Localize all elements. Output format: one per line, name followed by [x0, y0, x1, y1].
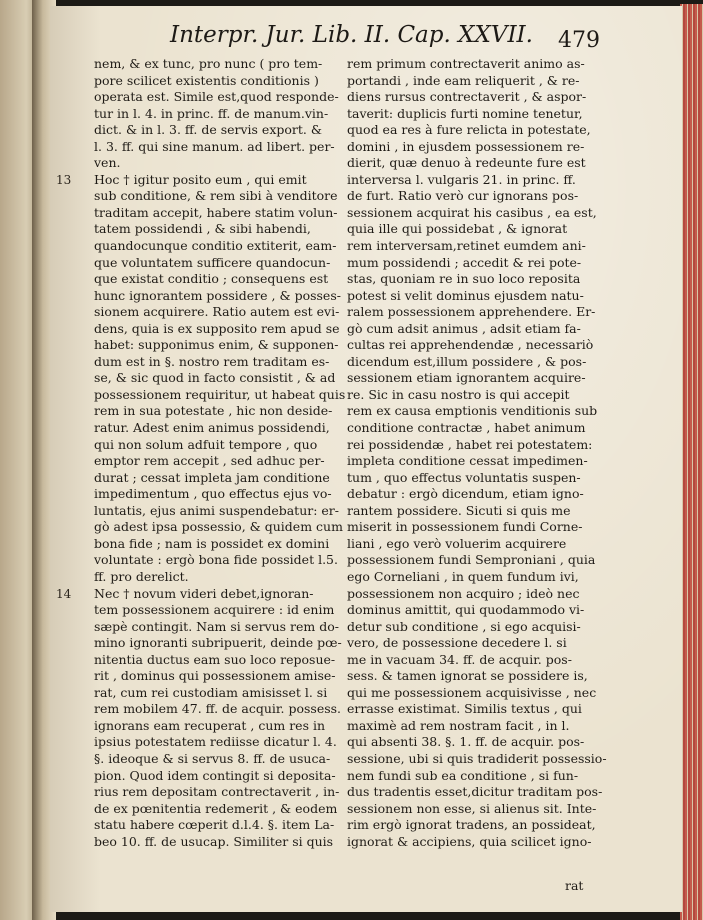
line-text: sub conditione, & rem sibi à venditore: [94, 188, 338, 204]
text-line: [94, 784, 352, 801]
text-line: miserit in possessionem fundi Corne-: [347, 519, 583, 535]
line-text: que voluntatem sufficere quandocun-: [94, 254, 331, 270]
text-line: [94, 734, 352, 751]
text-line: sess. & tamen ignorat se possidere is,: [347, 668, 588, 684]
text-line: sessionem non esse, si alienus sit. Inte-: [347, 800, 597, 816]
line-text: durat ; cessat impleta jam conditione: [94, 469, 330, 485]
text-line: cultas rei apprehendendæ , necessariò: [347, 337, 594, 353]
text-line: maximè ad rem nostram facit , in l.: [347, 717, 570, 733]
line-text: nem, & ex tunc, pro nunc ( pro tem-: [94, 56, 323, 71]
text-line: [94, 834, 352, 851]
line-text: ipsius potestatem rediisse dicatur l. 4.: [94, 734, 337, 750]
text-line: [56, 585, 352, 603]
text-line: tum , quo effectus voluntatis suspen-: [347, 469, 581, 485]
text-line: [94, 486, 352, 503]
text-line: [94, 470, 352, 487]
text-line: [94, 288, 352, 305]
text-line: domini , in ejusdem possessionem re-: [347, 138, 585, 154]
text-line: [94, 619, 352, 636]
text-line: [94, 718, 352, 735]
text-line: [94, 337, 352, 354]
text-line: mum possidendi ; accedit & rei pote-: [347, 254, 582, 270]
line-text: rat, cum rei custodiam amisisset l. si: [94, 684, 328, 700]
line-text: rem in sua potestate , hic non deside-: [94, 403, 333, 419]
text-line: [94, 321, 352, 338]
line-text: ratur. Adest enim animus possidendi,: [94, 420, 330, 436]
line-text: luntatis, ejus animi suspendebatur: er-: [94, 502, 340, 518]
text-line: [94, 73, 352, 90]
text-line: possessionem non acquiro ; ideò nec: [347, 585, 580, 601]
line-text: rit , dominus qui possessionem amise-: [94, 668, 336, 684]
text-line: [94, 255, 352, 272]
line-text: emptor rem accepit , sed adhuc per-: [94, 453, 325, 469]
line-text: operata est. Simile est,quod responde-: [94, 89, 339, 105]
line-text: pore scilicet existentis conditionis ): [94, 72, 319, 88]
text-line: [94, 221, 352, 238]
running-head: Interpr. Jur. Lib. II. Cap. XXVII.: [170, 22, 533, 48]
text-line: [94, 635, 352, 652]
text-line: dierit, quæ denuo à redeunte fure est: [347, 155, 586, 171]
text-line: rem interversam,retinet eumdem ani-: [347, 238, 586, 254]
text-line: interversa l. vulgaris 21. in princ. ff.: [347, 171, 576, 187]
text-line: potest si velit dominus ejusdem natu-: [347, 287, 584, 303]
line-text: pion. Quod idem contingit si deposita-: [94, 767, 336, 783]
text-line: [94, 139, 352, 156]
text-line: [94, 370, 352, 387]
text-line: [94, 668, 352, 685]
text-line: [94, 602, 352, 619]
line-text: tatem possidendi , & sibi habendi,: [94, 221, 311, 237]
paragraph-number: 13: [56, 172, 72, 187]
text-line: rantem possidere. Sicuti si quis me: [347, 502, 571, 518]
text-line: stas, quoniam re in suo loco reposita: [347, 271, 581, 287]
line-text: hunc ignorantem possidere , & posses-: [94, 287, 341, 303]
text-line: sessione, ubi si quis tradiderit possessio-: [347, 750, 607, 766]
line-text: rius rem depositam contrectaverit , in-: [94, 784, 340, 800]
text-line: dicendum est,illum possidere , & pos-: [347, 353, 587, 369]
text-line: [94, 817, 352, 834]
text-line: vero, de possessione decedere l. si: [347, 635, 567, 651]
text-line: gò cum adsit animus , adsit etiam fa-: [347, 320, 581, 336]
text-line: diens rursus contrectaverit , & aspor-: [347, 89, 587, 105]
line-text: quandocunque conditio extiterit, eam-: [94, 238, 337, 254]
line-text: nitentia ductus eam suo loco reposue-: [94, 651, 336, 667]
text-line: conditione contractæ , habet animum: [347, 420, 586, 436]
text-line: [94, 453, 352, 470]
right-text-column: [347, 56, 605, 850]
text-line: [94, 89, 352, 106]
line-text: possessionem requiritur, ut habeat quis: [94, 386, 346, 402]
catchword: rat: [565, 878, 584, 893]
text-line: impleta conditione cessat impedimen-: [347, 453, 588, 469]
line-text: dict. & in l. 3. ff. de servis export. &: [94, 122, 322, 138]
line-text: beo 10. ff. de usucap. Similiter si quis: [94, 833, 334, 849]
line-text: bona fide ; nam is possidet ex domini: [94, 535, 330, 551]
red-page-edges: [680, 4, 703, 920]
text-line: [56, 171, 352, 189]
text-line: ego Corneliani , in quem fundum ivi,: [347, 568, 579, 584]
text-line: [94, 751, 352, 768]
line-text: Hoc † igitur posito eum , qui emit: [94, 171, 307, 187]
text-line: [94, 271, 352, 288]
text-line: sessionem acquirat his casibus , ea est,: [347, 204, 597, 220]
line-text: tem possessionem acquirere : id enim: [94, 602, 335, 618]
line-text: gò adest ipsa possessio, & quidem cum: [94, 519, 343, 535]
text-line: [94, 387, 352, 404]
text-line: [94, 304, 352, 321]
text-line: rem ex causa emptionis venditionis sub: [347, 403, 598, 419]
text-line: quod ea res à fure relicta in potestate,: [347, 122, 591, 138]
text-line: [94, 205, 352, 222]
line-text: tur in l. 4. in princ. ff. de manum.vin-: [94, 105, 329, 121]
text-line: [94, 437, 352, 454]
text-line: possessionem fundi Semproniani , quia: [347, 552, 596, 568]
text-line: [94, 685, 352, 702]
text-line: [94, 155, 352, 172]
text-line: errasse existimat. Similis textus , qui: [347, 701, 582, 717]
line-text: se, & sic quod in facto consistit , & ad: [94, 370, 336, 386]
line-text: sæpè contingit. Nam si servus rem do-: [94, 618, 339, 634]
text-line: [94, 801, 352, 818]
line-text: rem mobilem 47. ff. de acquir. possess.: [94, 701, 342, 717]
paragraph-number: 14: [56, 586, 72, 601]
text-line: [94, 503, 352, 520]
text-line: debatur : ergò dicendum, etiam igno-: [347, 486, 584, 502]
text-line: detur sub conditione , si ego acquisi-: [347, 618, 581, 634]
text-line: ralem possessionem apprehendere. Er-: [347, 304, 596, 320]
text-line: de furt. Ratio verò cur ignorans pos-: [347, 188, 579, 204]
text-line: taverit: duplicis furti nomine tenetur,: [347, 105, 583, 121]
text-line: qui absenti 38. §. 1. ff. de acquir. pos-: [347, 734, 585, 750]
text-line: qui me possessionem acquisivisse , nec: [347, 684, 597, 700]
text-line: [94, 519, 352, 536]
line-text: dum est in §. nostro rem traditam es-: [94, 353, 330, 369]
text-line: [94, 238, 352, 255]
text-line: [94, 552, 352, 569]
text-line: rim ergò ignorat tradens, an possideat,: [347, 817, 596, 833]
line-text: impedimentum , quo effectus ejus vo-: [94, 486, 332, 502]
text-line: [94, 701, 352, 718]
line-text: sionem acquirere. Ratio autem est evi-: [94, 304, 340, 320]
line-text: que existat conditio ; consequens est: [94, 271, 329, 287]
text-line: rem primum contrectaverit animo as-: [347, 56, 585, 71]
line-text: qui non solum adfuit tempore , quo: [94, 436, 318, 452]
text-line: ignorat & accipiens, quia scilicet igno-: [347, 833, 592, 849]
text-line: [94, 652, 352, 669]
line-text: statu habere cœperit d.l.4. §. item La-: [94, 817, 335, 833]
text-line: me in vacuam 34. ff. de acquir. pos-: [347, 651, 572, 667]
text-line: [94, 569, 352, 586]
text-line: dominus amittit, qui quodammodo vi-: [347, 602, 585, 618]
text-line: [94, 420, 352, 437]
line-text: §. ideoque & si servus 8. ff. de usuca-: [94, 750, 331, 766]
text-line: [94, 768, 352, 785]
text-line: [94, 403, 352, 420]
text-line: rei possidendæ , habet rei potestatem:: [347, 436, 593, 452]
page-number: 479: [558, 28, 600, 53]
line-text: traditam accepit, habere statim volun-: [94, 204, 338, 220]
line-text: ignorans eam recuperat , cum res in: [94, 717, 325, 733]
text-line: dus tradentis esset,dicitur traditam pos-: [347, 784, 603, 800]
text-line: [94, 56, 352, 73]
line-text: habet: supponimus enim, & supponen-: [94, 337, 339, 353]
line-text: de ex pœnitentia redemerit , & eodem: [94, 800, 338, 816]
line-text: dens, quia is ex supposito rem apud se: [94, 320, 340, 336]
text-line: re. Sic in casu nostro is qui accepit: [347, 386, 570, 402]
text-line: [94, 354, 352, 371]
line-text: ff. pro derelict.: [94, 568, 189, 584]
text-line: quia ille qui possidebat , & ignorat: [347, 221, 568, 237]
text-line: [94, 536, 352, 553]
text-line: sessionem etiam ignorantem acquire-: [347, 370, 586, 386]
text-line: [94, 106, 352, 123]
line-text: mino ignoranti subripuerit, deinde pœ-: [94, 635, 342, 651]
text-line: nem fundi sub ea conditione , si fun-: [347, 767, 579, 783]
line-text: l. 3. ff. qui sine manum. ad libert. per-: [94, 138, 335, 154]
text-line: [94, 188, 352, 205]
left-text-column: [56, 56, 352, 850]
line-text: ven.: [94, 155, 121, 171]
text-line: liani , ego verò voluerim acquirere: [347, 535, 567, 551]
line-text: voluntate : ergò bona fide possidet l.5.: [94, 552, 338, 568]
text-line: portandi , inde eam reliquerit , & re-: [347, 72, 580, 88]
line-text: Nec † novum videri debet,ignoran-: [94, 585, 314, 601]
text-line: [94, 122, 352, 139]
